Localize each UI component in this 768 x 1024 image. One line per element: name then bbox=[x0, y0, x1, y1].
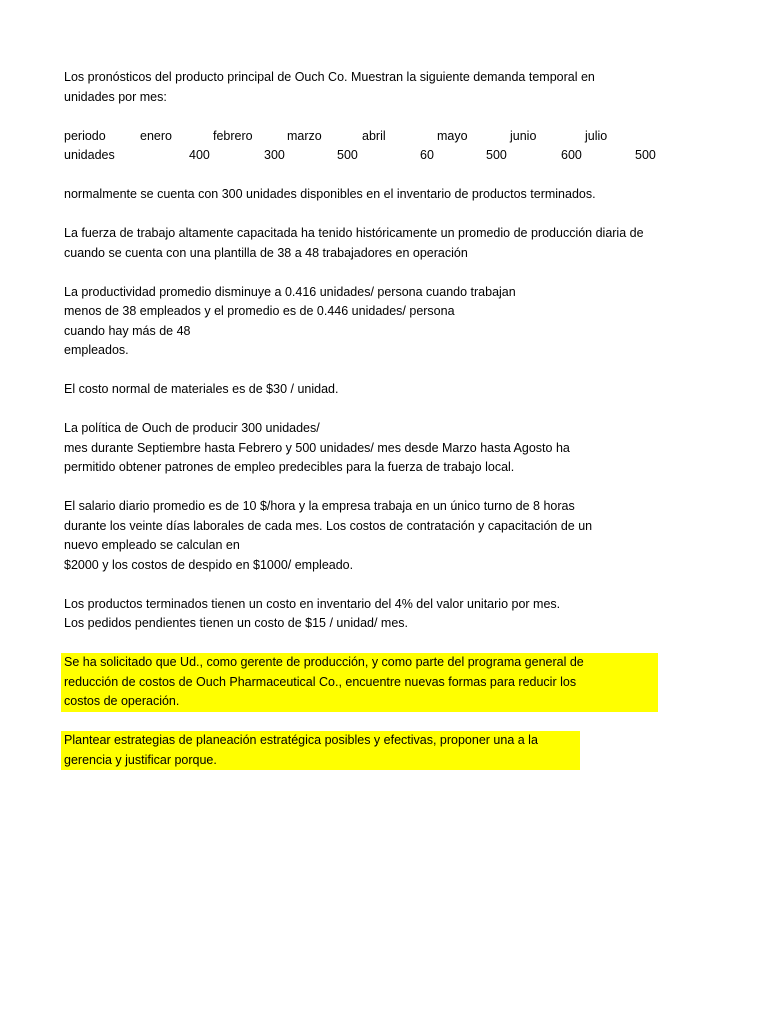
policy-line-2: mes durante Septiembre hasta Febrero y 500 unidades/ mes desde Marzo hasta Agosto ha bbox=[64, 440, 570, 455]
productivity-line-1: La productividad promedio disminuye a 0.416 unidades/ persona cuando trabajan bbox=[64, 284, 516, 299]
inventory-paragraph: normalmente se cuenta con 300 unidades disponibles en el inventario de productos terminados. bbox=[64, 187, 596, 201]
task1-line-1: Se ha solicitado que Ud., como gerente de producción, y como parte del programa general de bbox=[64, 655, 584, 669]
policy-line-3: permitido obtener patrones de empleo predecibles para la fuerza de trabajo local. bbox=[64, 460, 515, 474]
month-cell: marzo bbox=[287, 128, 322, 143]
salary-line-1: El salario diario promedio es de 10 $/hora y la empresa trabaja en un único turno de 8 horas bbox=[64, 499, 575, 513]
workforce-line-1: La fuerza de trabajo altamente capacitada ha tenido históricamente un promedio de producción diaria de bbox=[64, 226, 644, 240]
salary-line-4: $2000 y los costos de despido en $1000/ empleado. bbox=[64, 557, 354, 572]
task1-line-3: costos de operación. bbox=[64, 694, 180, 708]
value-cell: 300 bbox=[264, 148, 285, 162]
intro-line-1: Los pronósticos del producto principal de Ouch Co. Muestran la siguiente demanda temporal en bbox=[64, 70, 595, 84]
demand-table-header-row bbox=[64, 127, 664, 147]
costs-line-1: Los productos terminados tienen un costo en inventario del 4% del valor unitario por mes. bbox=[64, 596, 561, 611]
document-body bbox=[64, 68, 664, 770]
value-cell: 500 bbox=[337, 148, 358, 162]
productivity-line-4: empleados. bbox=[64, 343, 129, 357]
productivity-line-3: cuando hay más de 48 bbox=[64, 323, 191, 338]
month-cell: febrero bbox=[213, 128, 253, 143]
workforce-line-2: cuando se cuenta con una plantilla de 38 a 48 trabajadores en operación bbox=[64, 245, 468, 260]
month-cell: mayo bbox=[437, 128, 468, 143]
salary-line-2: durante los veinte días laborales de cada mes. Los costos de contratación y capacitación de un bbox=[64, 518, 593, 533]
table-header-label: periodo bbox=[64, 128, 106, 143]
value-cell: 400 bbox=[189, 148, 210, 162]
materials-paragraph: El costo normal de materiales es de $30 / unidad. bbox=[64, 382, 339, 396]
highlighted-question-block bbox=[61, 731, 580, 770]
highlighted-task-block bbox=[61, 653, 658, 712]
value-cell: 500 bbox=[486, 148, 507, 162]
costs-line-2: Los pedidos pendientes tienen un costo de $15 / unidad/ mes. bbox=[64, 616, 409, 630]
table-row-label: unidades bbox=[64, 148, 115, 162]
task2-line-2: gerencia y justificar porque. bbox=[64, 752, 217, 767]
demand-table-values-row bbox=[64, 146, 664, 166]
month-cell: junio bbox=[510, 128, 537, 143]
value-cell: 60 bbox=[420, 148, 434, 162]
task1-line-2: reducción de costos de Ouch Pharmaceutical Co., encuentre nuevas formas para reducir los bbox=[64, 674, 577, 689]
task2-line-1: Plantear estrategias de planeación estratégica posibles y efectivas, proponer una a la bbox=[64, 733, 538, 747]
policy-line-1: La política de Ouch de producir 300 unidades/ bbox=[64, 421, 320, 435]
value-cell: 600 bbox=[561, 148, 582, 162]
productivity-line-2: menos de 38 empleados y el promedio es de 0.446 unidades/ persona bbox=[64, 304, 455, 318]
month-cell: abril bbox=[362, 128, 386, 143]
month-cell: julio bbox=[585, 128, 608, 143]
value-cell: 500 bbox=[635, 148, 656, 162]
intro-line-2: unidades por mes: bbox=[64, 89, 167, 104]
salary-line-3: nuevo empleado se calculan en bbox=[64, 538, 240, 552]
month-cell: enero bbox=[140, 128, 172, 143]
